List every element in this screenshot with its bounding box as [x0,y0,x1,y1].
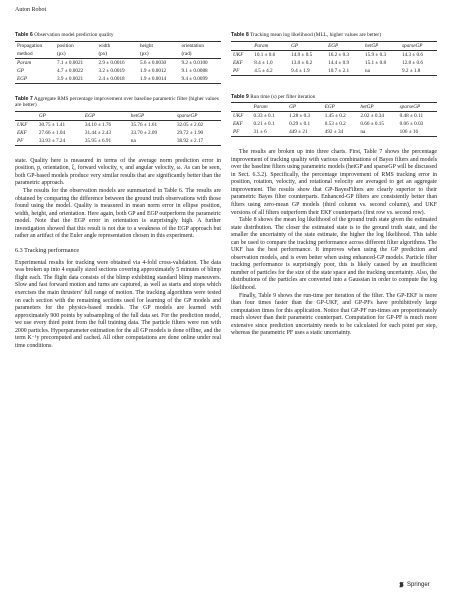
table-6-head-cell: method [15,50,55,59]
table-7-label: Table 7 [15,95,33,102]
table-cell: 29.72 ± 1.90 [176,129,204,136]
table-cell: 1.45 ± 0.2 [324,113,346,120]
table-cell: 35.95 ± 6.91 [83,137,129,146]
table-cell: 14.4 ± 0.9 [328,59,350,66]
table-cell: 9.4 ± 1.9 [289,67,326,76]
table-9-caption-text: Run time (s) per filter iteration [250,93,316,100]
table-6-row-label: Param [17,59,32,66]
table-cell: 9.1 ± 0.0088 [181,67,208,74]
table-cell: 0.33 ± 0.1 [253,113,275,120]
table-7-head-cell: GP [37,111,83,120]
table-cell: 1.9 ± 0.0012 [139,67,167,74]
table-cell: 0.48 ± 0.11 [399,113,424,120]
table-cell: 35.76 ± 1.61 [130,121,158,128]
table-6-head-cell: (px) [138,50,180,59]
table-8-head-cell: GP [289,41,326,50]
table-9-caption [231,94,437,101]
table-8-head-cell: Param [252,41,289,50]
left-paragraph-1: state. Quality here is measured in terms of the average norm prediction error in position, p, orientation, ξ, forward velocity, v, and angular velocity, ω. As can be seen, both GP-based models produce very similar results that are significantly better than the parametric approach. [15,157,221,187]
table-6-header-row-2 [15,50,221,59]
table-row [231,120,437,128]
table-cell: na [129,137,175,146]
table-9-grid [231,102,437,137]
table-7-row-label: EKF [17,129,27,136]
table-cell: 2.9 ± 0.0016 [98,59,125,66]
table-6-header-row-1 [15,41,221,50]
table-cell: 16.2 ± 0.3 [328,51,350,58]
table-8-head-cell [231,41,252,50]
table-9-head-cell: GP [287,103,323,112]
table-8 [231,32,437,76]
table-cell: na [358,128,397,137]
right-column [231,32,437,338]
table-row [231,59,437,67]
table-cell: 33.70 ± 2.09 [130,129,158,136]
table-cell: 0.21 ± 0.1 [253,121,275,128]
table-8-head-cell: EGP [326,41,363,50]
table-7-row-label: UKF [17,121,28,128]
table-cell: 8.4 ± 1.0 [254,59,273,66]
table-7-head-cell: sparseGP [175,111,221,120]
table-8-row-label: PF [231,67,252,76]
table-7 [15,96,221,146]
table-cell: 2.02 ± 0.34 [360,113,384,120]
table-cell: 9.2 ± 1.8 [400,67,437,76]
table-cell: 30.75 ± 1.41 [38,121,66,128]
table-row [15,120,221,129]
table-cell: 9.2 ± 0.0100 [181,59,208,66]
left-column [15,32,221,350]
table-9-row-label: EKF [233,121,243,128]
table-6-head-cell: orientation [179,41,221,50]
table-cell: 10.7 ± 2.1 [326,67,363,76]
left-paragraph-3: Experimental results for tracking were obtained via 4-fold cross-validation. The data was broken up into 4 equally sized sections covering approximately 5 minutes of blimp flight each. The flight data consists of the blimp exhibiting standard blimp maneuvers. Slow and fast forward motion and turns are captured, as well as starts and stops which exercises the main thrusters’ full range of motion. The tracking algorithms were tested on each section with the remaining sections used for learning of the GP models and parameters for the physics-based models. The GP models are learned with approximately 900 points by subsampling of the full data set. For the prediction model, we use every third point from the full training data. The particle filters were run with 2000 particles. Hyperparameter estimation for the all GP models is done offline, and the term K⁻¹y precomputed and cached. All other computations are done online under real time conditions. [15,259,221,349]
table-9-head-cell: sparseGP [398,103,437,112]
table-7-caption-text: Aggregate RMS percentage improvement over baseline parametric filter (higher values are better) [15,95,219,109]
table-6-head-cell: Propagation [15,41,55,50]
table-7-head-cell: hetGP [129,111,175,120]
table-9-label: Table 9 [231,93,249,100]
table-7-header-row [15,111,221,120]
table-cell: 3.2 ± 0.0019 [98,67,125,74]
table-6 [15,32,221,84]
right-paragraph-3: Finally, Table 9 shows the run-time per iteration of the filter. The GP-EKF is more than four times faster than the GP-UKF, and GP-PFs have prohibitively large computation times for this application. Notice that GP-PF run-times are proportionately much slower than their parametric counterpart. Computation for GP-PF is much more extensive since prediction uncertainty needs to be calculated for each point per step, whereas the parametric PF uses a static uncertainty. [231,292,437,337]
right-paragraph-1: The results are broken up into three charts. First, Table 7 shows the percentage improvement of tracking quality with various combinations of Bayes filters and models over the baseline filters using parametric models (hetGP and sparseGP will be discussed in Sect. 6.3.2). Specifically, the percentage improvement of RMS tracking error in position, rotation, velocity, and rotational velocity are averaged to get an aggregate improvement. The results show that GP-BayesFilters are clearly superior to their parametric Bayes filter counterparts. Enhanced-GP filters are consistently better than filters using zero-mean GP models (third column vs. second column), and UKF versions of all filters outperform their EKF counterparts (first row vs. second row). [231,149,437,216]
table-8-head-cell: hetGP [363,41,400,50]
table-cell: 7.1 ± 0.0021 [56,59,84,66]
table-row [15,137,221,146]
table-cell: 1.28 ± 0.3 [289,113,311,120]
section-heading: 6.3 Tracking performance [15,246,80,254]
table-8-header-row [231,41,437,50]
table-cell: 15.1 ± 0.8 [365,59,387,66]
table-cell: 3.9 ± 0.0021 [55,75,97,84]
table-8-row-label: EKF [233,59,243,66]
table-cell: 15.9 ± 0.3 [365,51,387,58]
table-6-head-cell: (px) [96,50,138,59]
table-cell: 9.4 ± 0.0099 [179,75,221,84]
table-7-grid [15,111,221,146]
table-9-head-cell: EGP [323,103,359,112]
table-cell: 106 ± 16 [398,128,437,137]
table-cell: na [363,67,400,76]
table-cell: 31.44 ± 2.43 [84,129,112,136]
table-6-row-label: EGP [15,75,55,84]
table-cell: 0.29 ± 0.1 [289,121,311,128]
table-cell: 492 ± 34 [323,128,359,137]
table-cell: 5.6 ± 0.0030 [139,59,167,66]
table-9-head-cell [231,103,251,112]
table-cell: 0.53 ± 0.2 [324,121,346,128]
table-9-header-row [231,103,437,112]
table-9-row-label: PF [231,128,251,137]
left-paragraph-2: The results for the observation models are summarized in Table 6. The results are obtained by comparing the difference between the ground truth observations with those found using the model. Quality is measured in mean norm error in ellipse position, width, height, and orientation. Here again, both GP and EGP outperform the parametric model. Note that the EGP error in orientation is surprisingly high. A further investigation showed that this result is not due to a weakness of the EGP approach but rather an artifact of the Euler angle representation chosen in this experiment. [15,187,221,240]
table-6-head-cell: height [138,41,180,50]
table-6-head-cell: (px) [55,50,97,59]
table-row [231,128,437,137]
table-cell: 27.66 ± 1.04 [38,129,66,136]
table-cell: 0.66 ± 0.15 [360,121,384,128]
springer-horse-icon [398,581,405,588]
table-8-head-cell: sparseGP [400,41,437,50]
table-7-head-cell: EGP [83,111,129,120]
table-row [15,129,221,137]
table-cell: 33.93 ± 7.24 [37,137,83,146]
table-6-head-cell: position [55,41,97,50]
table-cell: 32.05 ± 2.02 [176,121,204,128]
table-cell: 31 ± 6 [251,128,287,137]
table-8-caption [231,32,437,39]
table-row [231,67,437,76]
table-6-row-label: GP [17,67,24,74]
table-7-row-label: PF [15,137,37,146]
table-7-head-cell [15,111,37,120]
table-cell: 10.1 ± 0.6 [254,51,276,58]
table-cell: 12.8 ± 0.6 [401,59,423,66]
table-cell: 1.9 ± 0.0014 [138,75,180,84]
table-cell: 13.0 ± 0.2 [291,59,313,66]
running-header: Auton Robot [15,7,47,13]
table-8-caption-text: Tracking mean log likelihood (MLL, higher values are better) [250,32,381,38]
table-cell: 2.4 ± 0.0018 [96,75,138,84]
table-9-head-cell: hetGP [358,103,397,112]
table-9 [231,94,437,138]
table-9-head-cell: Param [251,103,287,112]
table-row [15,67,221,75]
table-6-grid [15,41,221,84]
table-cell: 38.92 ± 2.17 [175,137,221,146]
table-row [15,75,221,84]
publisher-logo [398,581,430,588]
table-8-label: Table 8 [231,32,249,38]
table-8-row-label: UKF [233,51,244,58]
table-6-head-cell: (rad) [179,50,221,59]
table-cell: 0.06 ± 0.03 [399,121,424,128]
table-8-grid [231,41,437,76]
table-cell: 4.5 ± 4.2 [252,67,289,76]
table-6-head-cell: width [96,41,138,50]
table-row [15,58,221,67]
table-row [231,112,437,121]
right-paragraph-2: Table 8 shows the mean log likelihood of the ground truth state given the estimated state distribution. The closer the estimated state is to the ground truth state, and the smaller the uncertainty of the state estimate, the higher the log likelihood. This table can be used to compare the tracking performance across different filter algorithms. The UKF has the best performance. It improves when using the GP prediction and observation models, and is even better when using enhanced-GP models. Particle filter tracking performance is surprisingly poor, this is likely caused by an insufficient number of particles for the size of the state space and the tracking uncertainty. Also, the distributions of the particles are converted into a Gaussian in order to compute the log likelihood. [231,217,437,292]
table-cell: 4.7 ± 0.0022 [56,67,84,74]
table-6-caption-text: Observation model prediction quality [34,32,114,38]
table-cell: 449 ± 21 [287,128,323,137]
table-7-caption [15,96,221,109]
table-9-row-label: UKF [233,113,244,120]
table-cell: 34.10 ± 1.76 [84,121,112,128]
table-cell: 14.3 ± 0.6 [401,51,423,58]
table-6-caption [15,32,221,39]
table-row [231,50,437,59]
publisher-name: Springer [407,581,430,588]
table-6-label: Table 6 [15,32,33,38]
table-cell: 14.9 ± 0.5 [291,51,313,58]
